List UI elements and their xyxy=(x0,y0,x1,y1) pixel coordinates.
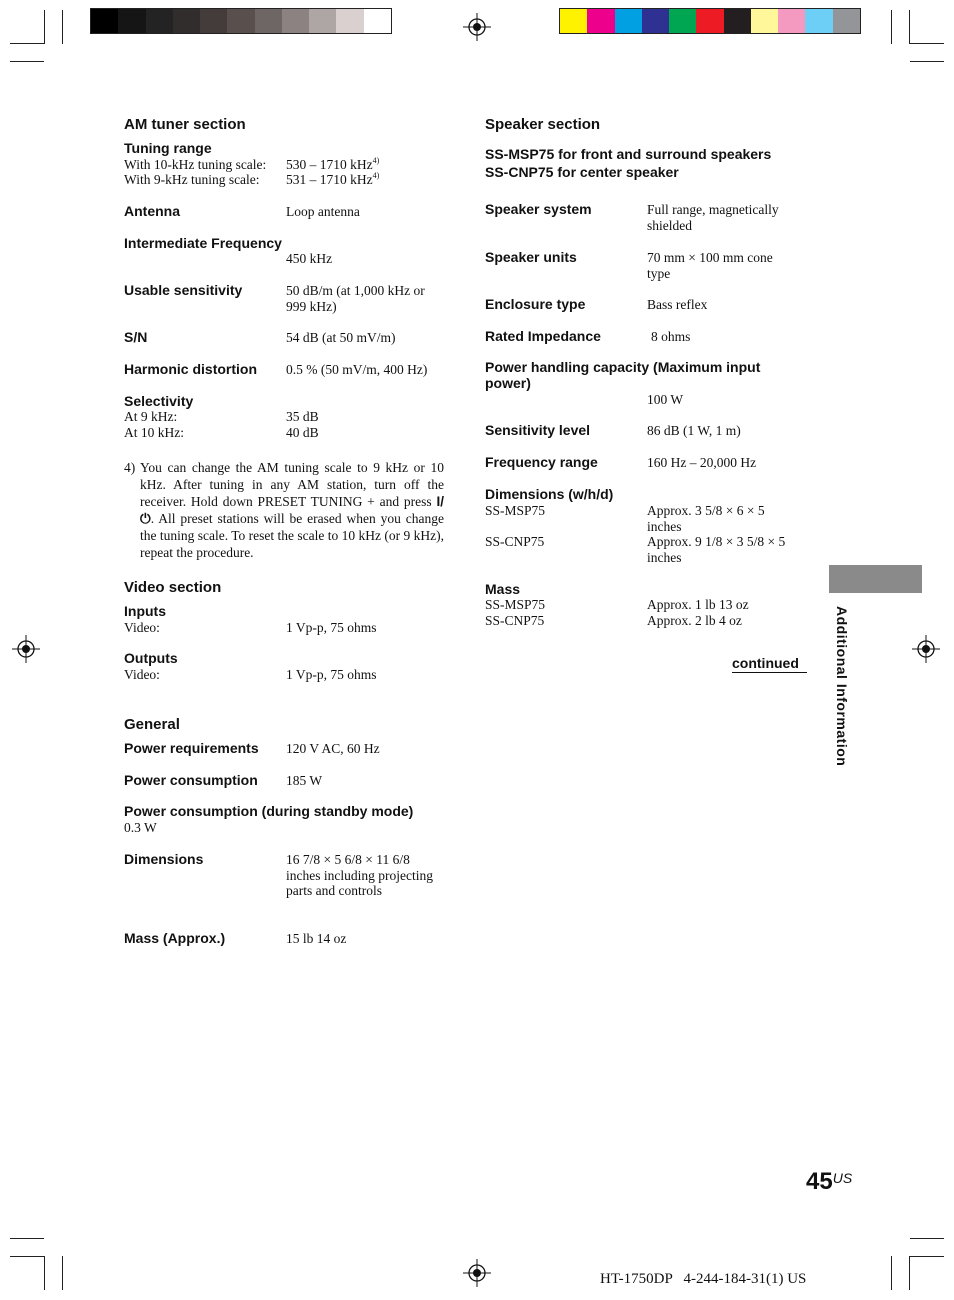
tuning-10k-value: 530 – 1710 kHz$^{4)}$ xyxy=(286,156,380,172)
footnote-text: You can change the AM tuning scale to 9 kHz or 10 kHz. After tuning in any AM station, turn off the receiver. Hold down PRESET TUNING + and press I/⏻. All preset stations will be erased when you change the tuning scale. To reset the scale to 10 kHz (or 9 kHz), repeat the procedure. xyxy=(140,460,445,560)
speaker-subheading-center: SS-CNP75 for center speaker xyxy=(485,164,679,180)
speaker-mass-label: Mass xyxy=(485,581,521,597)
color-swatch xyxy=(364,9,391,33)
speaker-system-value: Full range, magnetically shielded xyxy=(647,202,779,233)
speaker-units-value: 70 mm × 100 mm cone type xyxy=(647,250,773,281)
dimensions-label: Dimensions xyxy=(124,851,204,867)
standby-power-value: 0.3 W xyxy=(124,820,157,835)
power-consumption-label: Power consumption xyxy=(124,772,258,788)
registration-target-icon xyxy=(463,13,491,41)
frequency-range-label: Frequency range xyxy=(485,454,598,470)
color-swatch xyxy=(255,9,282,33)
power-handling-value: 100 W xyxy=(647,392,684,407)
color-swatch xyxy=(200,9,227,33)
registration-target-icon xyxy=(463,1259,491,1287)
intermediate-frequency-label: Intermediate Frequency xyxy=(124,235,282,251)
mass-label: Mass (Approx.) xyxy=(124,930,226,946)
crop-mark xyxy=(910,61,944,62)
power-requirements-value: 120 V AC, 60 Hz xyxy=(286,741,380,756)
registration-target-icon xyxy=(12,635,40,663)
cnp75-dimensions-value: Approx. 9 1/8 × 3 5/8 × 5 inches xyxy=(647,534,786,565)
selectivity-label: Selectivity xyxy=(124,393,194,409)
crop-mark xyxy=(62,1256,63,1290)
general-heading: General xyxy=(124,716,180,733)
crop-mark xyxy=(909,1256,910,1290)
section-tab xyxy=(829,565,922,593)
cnp75-mass-label: SS-CNP75 xyxy=(485,613,545,628)
page-number-suffix: US xyxy=(832,1170,853,1186)
cnp75-dimensions-label: SS-CNP75 xyxy=(485,534,545,549)
selectivity-9k-label: At 9 kHz: xyxy=(124,409,178,424)
speaker-heading: Speaker section xyxy=(485,116,601,133)
color-swatch xyxy=(642,9,669,33)
process-color-bar xyxy=(559,8,861,34)
selectivity-9k-value: 35 dB xyxy=(286,409,319,424)
power-handling-label: Power handling capacity (Maximum input power) xyxy=(485,359,761,391)
continued-label: continued xyxy=(732,655,807,673)
msp75-dimensions-label: SS-MSP75 xyxy=(485,503,546,518)
color-swatch xyxy=(724,9,751,33)
intermediate-frequency-value: 450 kHz xyxy=(286,251,333,266)
sn-value: 54 dB (at 50 mV/m) xyxy=(286,330,396,345)
inputs-video-value: 1 Vp-p, 75 ohms xyxy=(286,620,377,635)
power-consumption-value: 185 W xyxy=(286,773,323,788)
outputs-label: Outputs xyxy=(124,650,178,666)
footnote-number: 4) xyxy=(124,460,136,475)
color-swatch xyxy=(615,9,642,33)
color-swatch xyxy=(118,9,145,33)
color-swatch xyxy=(336,9,363,33)
tuning-10k-label: With 10-kHz tuning scale: xyxy=(124,157,267,172)
dimensions-value: 16 7/8 × 5 6/8 × 11 6/8 inches including projecting parts and controls xyxy=(286,852,433,898)
footer-model-code: HT-1750DP 4-244-184-31(1) US xyxy=(600,1271,807,1287)
sensitivity-level-label: Sensitivity level xyxy=(485,422,591,438)
color-swatch xyxy=(173,9,200,33)
tuning-9k-value: 531 – 1710 kHz$^{4)}$ xyxy=(286,171,380,187)
crop-mark xyxy=(910,1256,944,1257)
color-swatch xyxy=(696,9,723,33)
usable-sensitivity-value: 50 dB/m (at 1,000 kHz or 999 kHz) xyxy=(286,283,425,314)
selectivity-10k-label: At 10 kHz: xyxy=(124,425,184,440)
sn-label: S/N xyxy=(124,329,148,345)
power-requirements-label: Power requirements xyxy=(124,740,259,756)
am-tuner-heading: AM tuner section xyxy=(124,116,246,133)
enclosure-type-value: Bass reflex xyxy=(647,297,708,312)
mass-value: 15 lb 14 oz xyxy=(286,931,347,946)
sensitivity-level-value: 86 dB (1 W, 1 m) xyxy=(647,423,741,438)
rated-impedance-label: Rated Impedance xyxy=(485,328,601,344)
msp75-dimensions-value: Approx. 3 5/8 × 6 × 5 inches xyxy=(647,503,765,534)
color-swatch xyxy=(778,9,805,33)
crop-mark xyxy=(44,10,45,44)
color-swatch xyxy=(282,9,309,33)
selectivity-10k-value: 40 dB xyxy=(286,425,319,440)
outputs-video-label: Video: xyxy=(124,667,160,682)
crop-mark xyxy=(891,1256,892,1290)
crop-mark xyxy=(909,10,910,44)
tuning-9k-label: With 9-kHz tuning scale: xyxy=(124,172,260,187)
footnote-mark: 4) xyxy=(372,171,380,180)
speaker-system-label: Speaker system xyxy=(485,201,592,217)
msp75-mass-value: Approx. 1 lb 13 oz xyxy=(647,597,749,612)
color-swatch xyxy=(146,9,173,33)
crop-mark xyxy=(910,43,944,44)
standby-power-label: Power consumption (during standby mode) xyxy=(124,803,414,819)
harmonic-distortion-label: Harmonic distortion xyxy=(124,361,258,377)
page-number: $45^{US}$ xyxy=(806,1168,853,1195)
color-swatch xyxy=(833,9,860,33)
crop-mark xyxy=(910,1238,944,1239)
color-swatch xyxy=(309,9,336,33)
speaker-dimensions-label: Dimensions (w/h/d) xyxy=(485,486,614,502)
rated-impedance-value: 8 ohms xyxy=(651,329,691,344)
color-swatch xyxy=(227,9,254,33)
crop-mark xyxy=(10,43,44,44)
tuning-range-label: Tuning range xyxy=(124,140,212,156)
speaker-units-label: Speaker units xyxy=(485,249,577,265)
registration-target-icon xyxy=(912,635,940,663)
color-swatch xyxy=(91,9,118,33)
msp75-mass-label: SS-MSP75 xyxy=(485,597,546,612)
color-swatch xyxy=(587,9,614,33)
usable-sensitivity-label: Usable sensitivity xyxy=(124,282,243,298)
crop-mark xyxy=(10,61,44,62)
color-swatch xyxy=(751,9,778,33)
color-swatch xyxy=(805,9,832,33)
inputs-video-label: Video: xyxy=(124,620,160,635)
antenna-label: Antenna xyxy=(124,203,180,219)
antenna-value: Loop antenna xyxy=(286,204,360,219)
speaker-subheading-front: SS-MSP75 for front and surround speakers xyxy=(485,146,772,162)
harmonic-distortion-value: 0.5 % (50 mV/m, 400 Hz) xyxy=(286,362,428,377)
crop-mark xyxy=(10,1256,44,1257)
crop-mark xyxy=(10,1238,44,1239)
video-heading: Video section xyxy=(124,579,222,596)
crop-mark xyxy=(44,1256,45,1290)
power-icon: I/⏻ xyxy=(140,494,445,526)
footnote-mark: 4) xyxy=(372,156,380,165)
section-tab-label: Additional Information xyxy=(834,606,850,767)
crop-mark xyxy=(891,10,892,44)
grayscale-color-bar xyxy=(90,8,392,34)
enclosure-type-label: Enclosure type xyxy=(485,296,586,312)
inputs-label: Inputs xyxy=(124,603,166,619)
color-swatch xyxy=(560,9,587,33)
frequency-range-value: 160 Hz – 20,000 Hz xyxy=(647,455,757,470)
footnote xyxy=(124,459,444,561)
color-swatch xyxy=(669,9,696,33)
outputs-video-value: 1 Vp-p, 75 ohms xyxy=(286,667,377,682)
crop-mark xyxy=(62,10,63,44)
cnp75-mass-value: Approx. 2 lb 4 oz xyxy=(647,613,742,628)
